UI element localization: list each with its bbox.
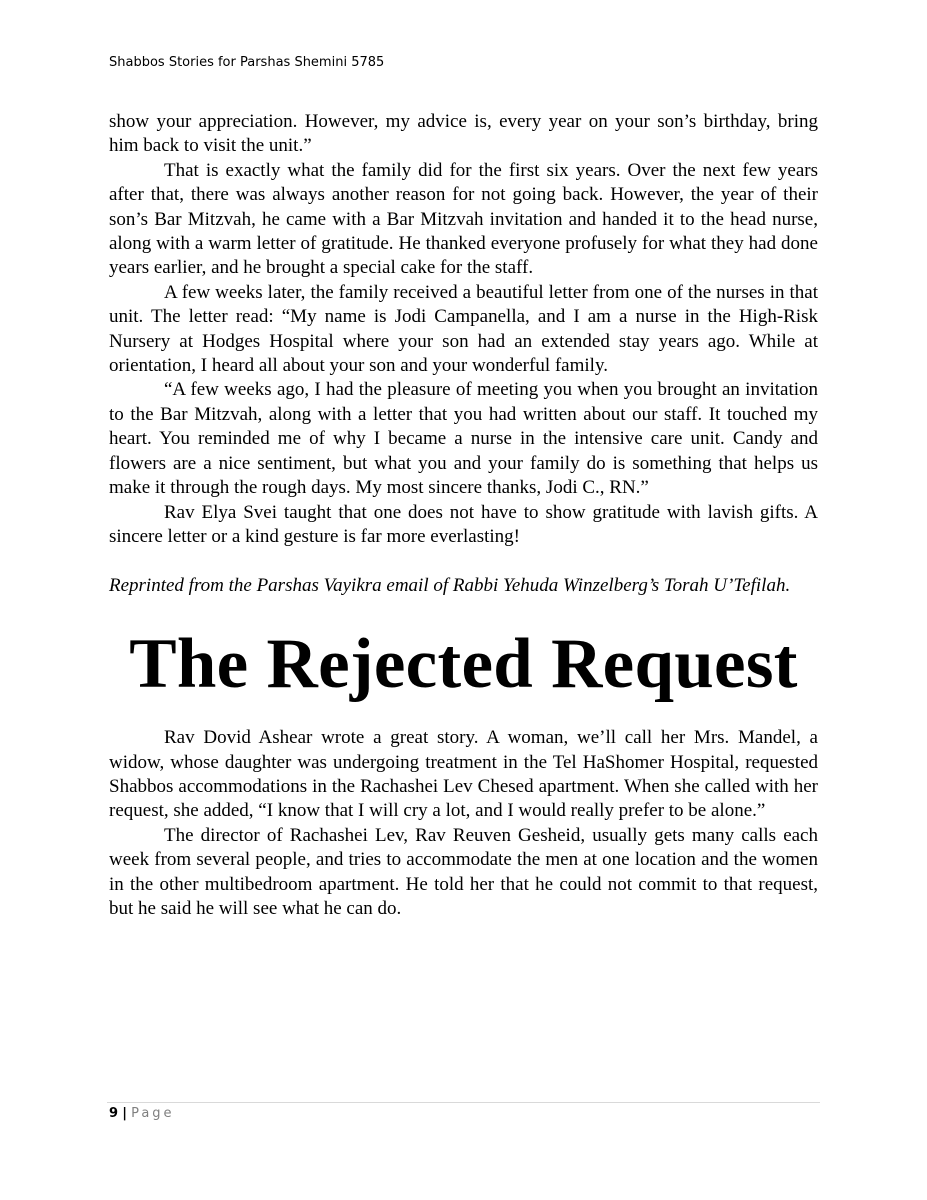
story-title: The Rejected Request — [129, 625, 798, 704]
paragraph: Rav Dovid Ashear wrote a great story. A woman, we’ll call her Mrs. Mandel, a widow, whose daughter was undergoing treatment in the Tel HaShomer Hospital, requested Shabbos accommodations in the Rachashei Lev Chesed apartment. When she called with her request, she added, “I know that I will cry a lot, and I would really prefer to be alone.” — [109, 727, 818, 822]
paragraph: The director of Rachashei Lev, Rav Reuven Gesheid, usually gets many calls each week from several people, and tries to accommodate the men at one location and the women in the other multibedroom apartment. He told her that he could not commit to that request, but he said he will see what he can do. — [109, 824, 818, 919]
page-footer — [109, 1106, 175, 1121]
footer-divider — [107, 1102, 820, 1103]
paragraph: “A few weeks ago, I had the pleasure of meeting you when you brought an invitation to the Bar Mitzvah, along with a letter that you had written about our staff. It touched my heart. You reminded me of why I became a nurse in the intensive care unit. Candy and flowers are a nice sentiment, but what you and your family do is something that helps us make it through the rough days. My most sincere thanks, Jodi C., RN.” — [109, 379, 818, 499]
footer-separator: | — [122, 1106, 127, 1121]
page-label: Page — [131, 1106, 175, 1121]
page-header: Shabbos Stories for Parshas Shemini 5785 — [109, 55, 385, 70]
paragraph: Rav Elya Svei taught that one does not have to show gratitude with lavish gifts. A sincere letter or a kind gesture is far more everlasting! — [109, 501, 818, 547]
reprint-credit: Reprinted from the Parshas Vayikra email of Rabbi Yehuda Winzelberg’s Torah U’Tefilah. — [109, 574, 791, 596]
paragraph: That is exactly what the family did for the first six years. Over the next few years after that, there was always another reason for not going back. However, the year of their son’s Bar Mitzvah, he came with a Bar Mitzvah invitation and handed it to the head nurse, along with a warm letter of gratitude. He thanked everyone profusely for what they had done years earlier, and he brought a special cake for the staff. — [109, 159, 818, 279]
paragraph: A few weeks later, the family received a beautiful letter from one of the nurses in that unit. The letter read: “My name is Jodi Campanella, and I am a nurse in the High-Risk Nursery at Hodges Hospital where your son had an extended stay years ago. While at orientation, I heard all about your son and your wonderful family. — [109, 281, 818, 377]
page-content — [109, 110, 818, 921]
page-number: 9 — [109, 1106, 119, 1121]
paragraph-continuation: show your appreciation. However, my advice is, every year on your son’s birthday, bring him back to visit the unit.” — [109, 111, 818, 157]
